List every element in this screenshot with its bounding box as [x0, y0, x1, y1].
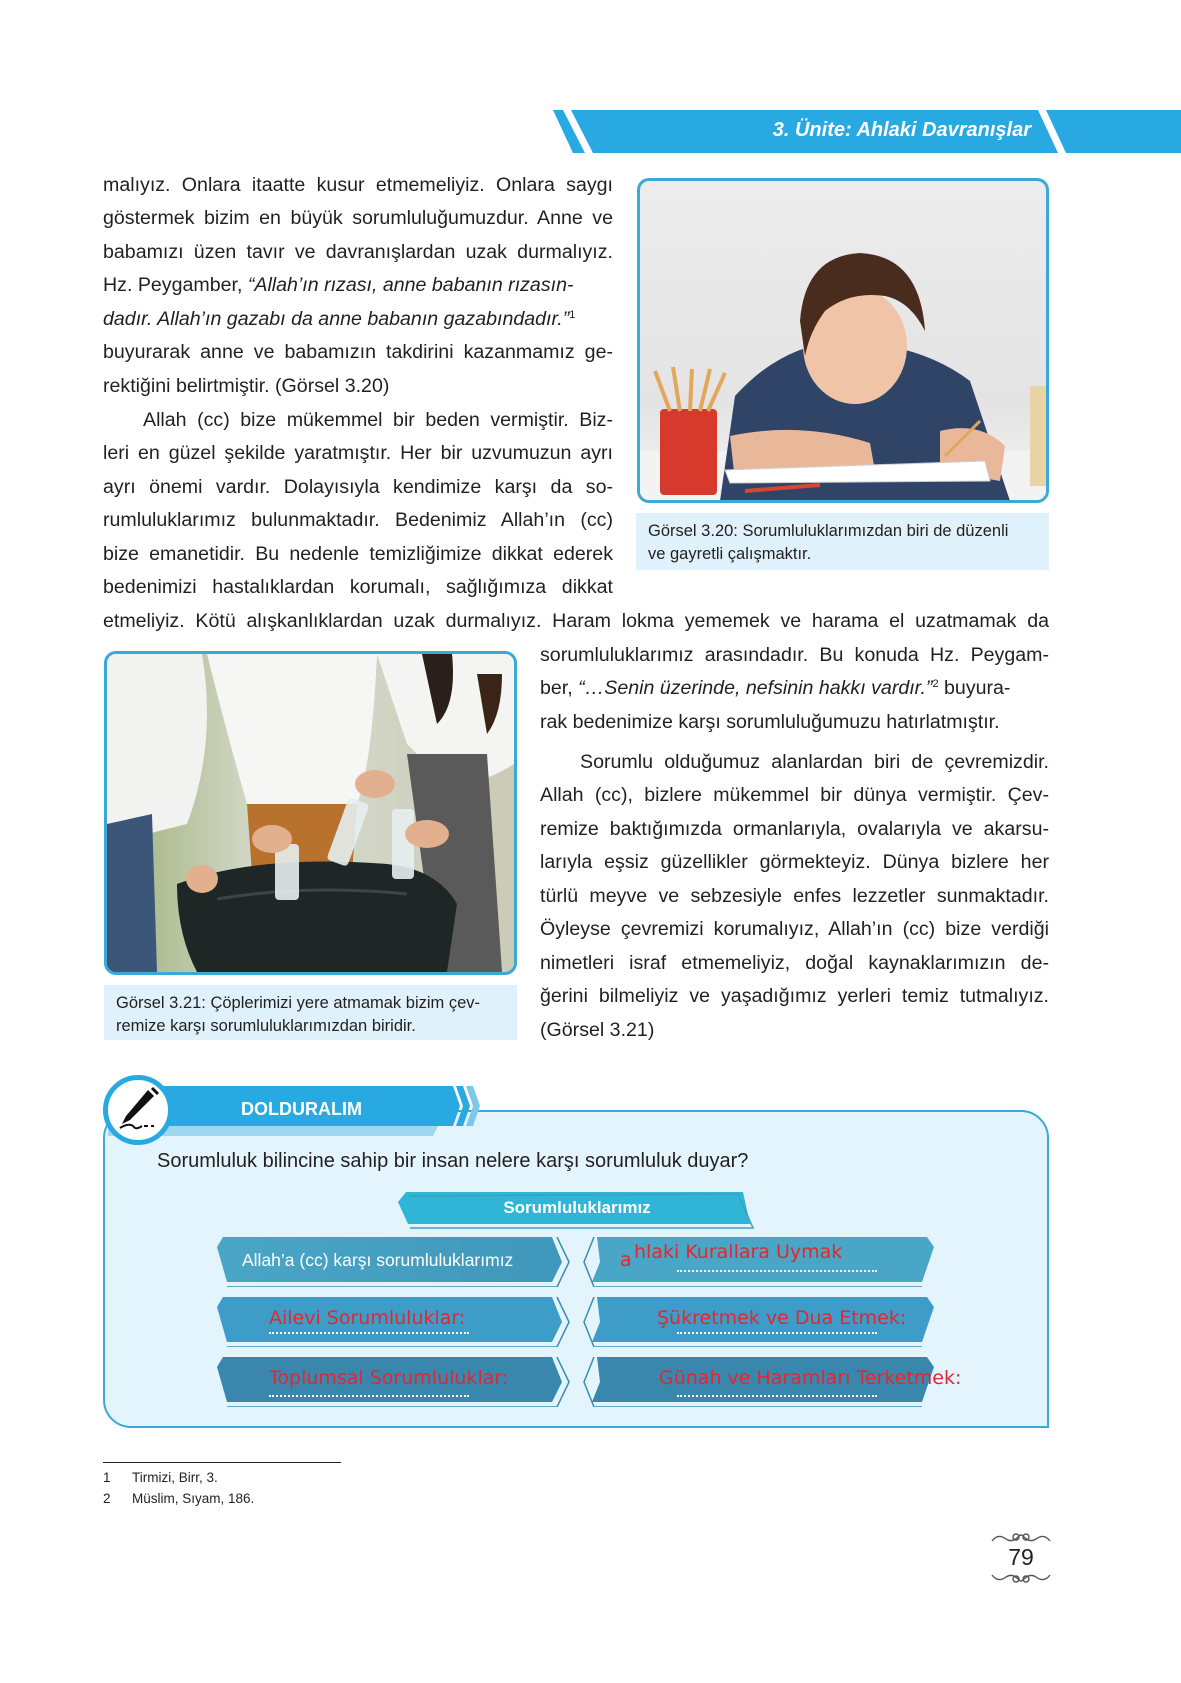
hadith-quote: dadır. Allah’ın gazabı da anne babanın gazabındadır.”: [103, 308, 570, 330]
right-node-3[interactable]: [582, 1357, 982, 1407]
text-line: leri en güzel şekilde yaratmıştır. Her bir uzvumuzun ayrı: [103, 442, 613, 464]
caption-line: ve gayretli çalışmaktır.: [648, 545, 812, 563]
caption-line: Görsel 3.20: Sorumluluklarımızdan biri de düzenli: [648, 522, 1009, 540]
text-line: larıyla eşsiz güzellikler görmekteyiz. Dünya bizlere her: [540, 851, 1049, 873]
text-line: [103, 269, 613, 303]
footnote-text: Tirmizi, Birr, 3.: [132, 1470, 218, 1485]
left-node-2[interactable]: [217, 1297, 572, 1347]
figure-3-21-photo: [104, 651, 517, 975]
center-node-label: Sorumluluklarımız: [503, 1198, 651, 1217]
text-span: ber,: [540, 677, 579, 699]
text-line: Allah (cc) bize mükemmel bir beden vermiştir. Biz-: [143, 409, 613, 431]
handwritten-answer[interactable]: Şükretmek ve Dua Etmek:: [657, 1307, 907, 1329]
text-line: [540, 672, 1049, 706]
handwritten-answer-prefix: a: [620, 1249, 632, 1271]
answer-dotted-line: [677, 1270, 877, 1272]
text-line: Allah (cc), bizlere mükemmel bir dünya vermiştir. Çev-: [540, 784, 1049, 806]
text-line: göstermek bizim en büyük sorumluluğumuzdur. Anne ve: [103, 207, 613, 229]
text-line: ayrı önemi vardır. Dolayısıyla kendimize karşı da so-: [103, 476, 613, 498]
handwritten-answer[interactable]: Ailevi Sorumluluklar:: [269, 1307, 466, 1329]
text-line: rektiğini belirtmiştir. (Görsel 3.20): [103, 375, 390, 397]
figure-3-20-caption: [636, 513, 1049, 570]
text-line: Öyleyse çevremizi korumalıyız, Allah’ın (cc) bize verdiği: [540, 918, 1049, 940]
text-span: buyura-: [938, 677, 1011, 699]
unit-header-band: [553, 110, 1181, 153]
text-line: bize emanetidir. Bu nedenle temizliğimize dikkat ederek: [103, 543, 613, 565]
answer-dotted-line: [677, 1395, 877, 1397]
footnote-ref: 1: [569, 309, 576, 321]
hadith-quote: “Allah’ın rızası, anne babanın rızasın-: [247, 274, 574, 296]
page-number-value: 79: [1008, 1544, 1034, 1570]
text-line: Sorumlu olduğumuz alanlardan biri de çevremizdir.: [580, 751, 1049, 773]
responsibilities-center-node: [398, 1190, 756, 1230]
handwritten-answer[interactable]: Günah ve Haramları Terketmek:: [659, 1367, 962, 1389]
answer-dotted-line: [269, 1332, 469, 1334]
footnote-1: [103, 1467, 218, 1489]
full-width-text-line: etmeliyiz. Kötü alışkanlıklardan uzak durmalıyız. Haram lokma yememek ve harama el uzatmamak da: [103, 610, 1049, 632]
footnote-ref: 2: [932, 678, 939, 690]
boy-studying-illustration: [640, 181, 1046, 500]
text-line: sorumluluklarımız arasındadır. Bu konuda Hz. Peygam-: [540, 644, 1049, 666]
right-node-2[interactable]: [582, 1297, 937, 1347]
handwritten-answer[interactable]: Toplumsal Sorumluluklar:: [269, 1367, 509, 1389]
page-number: [990, 1531, 1052, 1585]
text-line: babamızı üzen tavır ve davranışlardan uzak durmalıyız.: [103, 241, 613, 263]
text-line: rak bedenimize karşı sorumluluğumuzu hatırlatmıştır.: [540, 711, 1000, 733]
footnote-separator: [103, 1462, 341, 1463]
handwritten-answer[interactable]: hlaki Kurallara Uymak: [634, 1241, 843, 1263]
text-line: [103, 303, 613, 337]
footnote-number: 2: [103, 1491, 111, 1506]
left-node-3[interactable]: [217, 1357, 572, 1407]
footnote-text: Müslim, Sıyam, 186.: [132, 1491, 255, 1506]
activity-question: Sorumluluk bilincine sahip bir insan nelere karşı sorumluluk duyar?: [157, 1150, 749, 1172]
footnote-number: 1: [103, 1470, 111, 1485]
pen-icon-badge: [103, 1075, 173, 1145]
text-line: nimetleri israf etmemeliyiz, doğal kaynaklarımızın de-: [540, 952, 1049, 974]
text-line: rumluluklarımız bulunmaktadır. Bedenimiz Allah’ın (cc): [103, 509, 613, 531]
trash-collecting-illustration: [107, 654, 514, 972]
footnote-2: [103, 1488, 254, 1510]
caption-line: Görsel 3.21: Çöplerimizi yere atmamak bizim çev-: [116, 994, 481, 1012]
text-line: (Görsel 3.21): [540, 1019, 655, 1041]
pen-icon: [108, 1080, 168, 1140]
hadith-quote: “…Senin üzerinde, nefsinin hakkı vardır.”: [578, 677, 933, 699]
text-line: ğerini bilmeliyiz ve yaşadığımız yerleri temiz tutmalıyız.: [540, 985, 1049, 1007]
left-node-1[interactable]: [217, 1237, 572, 1287]
text-line: buyurarak anne ve babamızın takdirini kazanmamız ge-: [103, 341, 613, 363]
answer-dotted-line: [269, 1395, 469, 1397]
text-line: türlü meyve ve sebzesiyle enfes lezzetler sunmaktadır.: [540, 885, 1049, 907]
caption-line: remize karşı sorumluluklarımızdan biridir.: [116, 1017, 416, 1035]
activity-title: DOLDURALIM: [241, 1099, 362, 1119]
unit-title: 3. Ünite: Ahlaki Davranışlar: [772, 119, 1031, 141]
text-line: remize baktığımızda ormanlarıyla, ovalarıyla ve akarsu-: [540, 818, 1049, 840]
answer-dotted-line: [677, 1332, 877, 1334]
figure-3-20-photo: [637, 178, 1049, 503]
text-line: bedenimizi hastalıklardan korumalı, sağlığımıza dikkat: [103, 576, 613, 598]
node-label: Allah’a (cc) karşı sorumluluklarımız: [242, 1250, 514, 1270]
figure-3-21-caption: [104, 985, 517, 1040]
text-span: Hz. Peygamber,: [103, 274, 248, 296]
text-line: malıyız. Onlara itaatte kusur etmemeliyiz. Onlara saygı: [103, 174, 613, 196]
right-node-1[interactable]: [582, 1237, 937, 1287]
